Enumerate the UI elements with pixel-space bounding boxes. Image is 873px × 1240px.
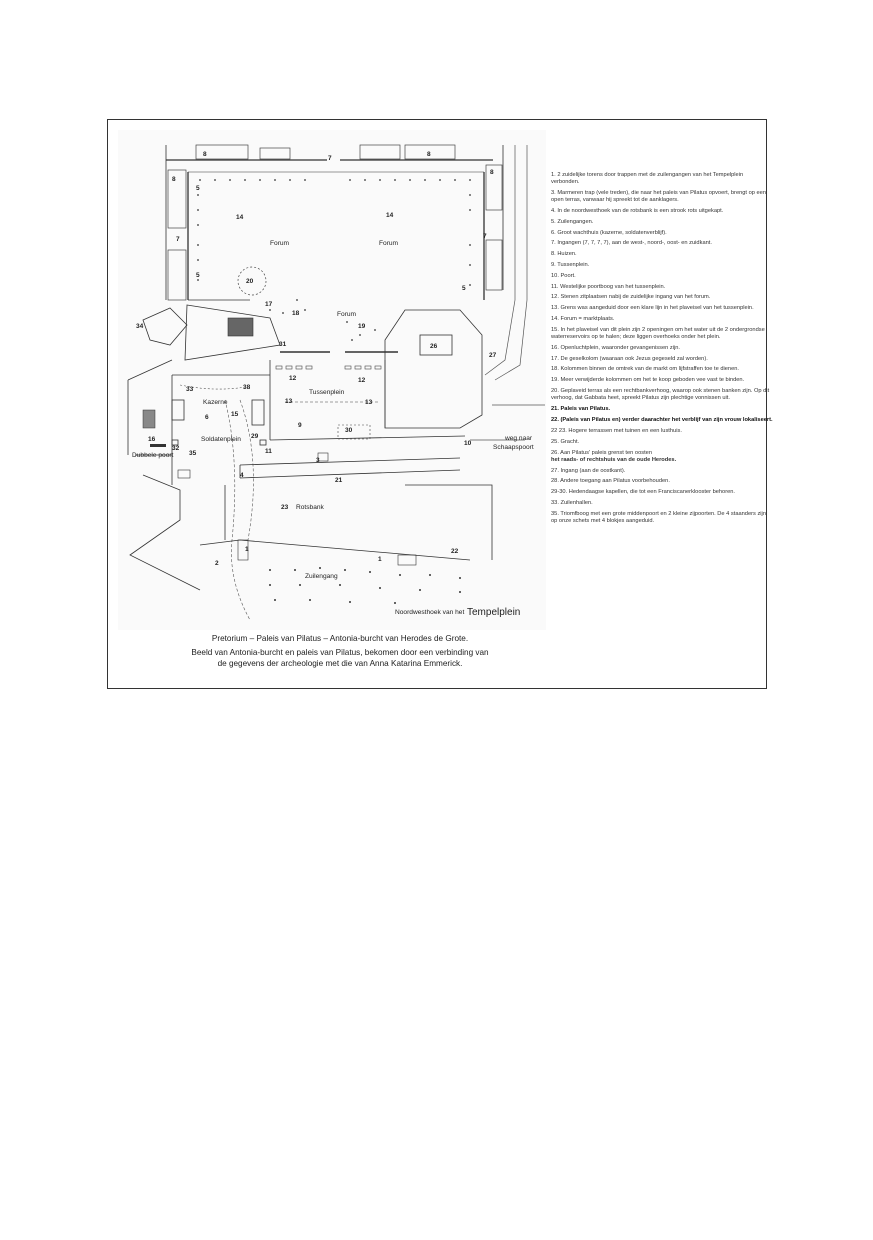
legend-item-28: 28. Andere toegang aan Pilatus voorbehouden. (551, 478, 670, 485)
caption-description (130, 648, 550, 669)
plan-label-8b: 8 (427, 151, 431, 158)
legend-item-12: 12. Stenen zitplaatsen nabij de zuidelijke ingang van het forum. (551, 294, 711, 301)
plan-label-20: 20 (246, 278, 254, 285)
plan-label-33: 33 (186, 386, 194, 393)
legend-item-29-30: 29-30. Hedendaagse kapellen, die tot een Franciscanerklooster behoren. (551, 489, 736, 496)
plan-label-23: 23 (281, 504, 289, 511)
plan-label-7c: 7 (483, 233, 487, 240)
plan-label-14b: 14 (386, 212, 394, 219)
legend-item-26 (551, 450, 773, 464)
label-forum-west: Forum (270, 240, 290, 247)
legend-item-5: 5. Zuilengangen. (551, 218, 594, 225)
label-rotsbank: Rotsbank (296, 504, 324, 511)
label-forum-east: Forum (379, 240, 399, 247)
legend-item-19: 19. Meer verwijderde kolommen om het te koop geboden vee vast te binden. (551, 377, 745, 384)
plan-label-8c: 8 (172, 176, 176, 183)
plan-label-1: 1 (245, 546, 249, 553)
legend-item-13: 13. Grens was aangeduid door een klare lijn in het plaveisel van het tussenplein. (551, 305, 754, 312)
plan-label-26: 26 (430, 343, 438, 350)
plan-label-17: 17 (265, 301, 273, 308)
dark-structure-west (143, 410, 155, 428)
plan-label-15: 15 (231, 411, 239, 418)
plan-label-32: 32 (172, 445, 180, 452)
plan-label-12b: 12 (358, 377, 366, 384)
label-zuilengang: Zuilengang (305, 573, 338, 580)
plan-label-9: 9 (298, 422, 302, 429)
plan-label-16: 16 (148, 436, 156, 443)
label-kazerne: Kazerne (203, 399, 228, 406)
legend-item-21: 21. Paleis van Pilatus. (551, 406, 611, 413)
legend-list (551, 172, 773, 529)
legend-item-9: 9. Tussenplein. (551, 261, 590, 268)
label-tempelplein: Tempelplein (467, 607, 521, 618)
plan-label-8d: 8 (490, 169, 494, 176)
legend-item-4: 4. In de noordwesthoek van de rotsbank is een strook rots uitgekapt. (551, 208, 724, 214)
plan-label-5c: 5 (462, 285, 466, 292)
legend-item-17: 17. De geselkolom (waaraan ook Jezus gegeseld zal worden). (551, 355, 708, 362)
legend-item-8: 8. Huizen. (551, 251, 577, 258)
legend-item-26-tail: het raads- of rechtshuis van de oude Herodes. (551, 456, 677, 463)
legend-item-18: 18. Kolommen binnen de omtrek van de markt om lijfstraffen toe te dienen. (551, 366, 740, 373)
legend-item-10: 10. Poort. (551, 272, 576, 279)
caption-line-1: Beeld van Antonia-burcht en paleis van Pilatus, bekomen door een verbinding van (191, 648, 489, 657)
legend-item-35: 35. Triomfboog met een grote middenpoort en 2 kleine zijpoorten. De 4 staanders zijn op onze schets met 4 blokjes aangeduid. (551, 510, 766, 524)
legend-item-15: 15. In het plaveisel van dit plein zijn 2 openingen om het water uit de 2 ondergrondse waterreservoirs op te halen; deze liggen overhoeks onder het plein. (551, 326, 765, 340)
plan-label-35: 35 (189, 450, 197, 457)
legend-item-27: 27. Ingang (aan de oostkant). (551, 467, 626, 474)
label-soldatenplein: Soldatenplein (201, 436, 241, 443)
legend-item-14: 14. Forum = marktplaats. (551, 315, 615, 322)
plan-label-34: 34 (136, 323, 144, 330)
plan-label-10: 10 (464, 440, 472, 447)
plan-label-27: 27 (489, 352, 497, 359)
plan-label-12a: 12 (289, 375, 297, 382)
plan-label-38: 38 (243, 384, 251, 391)
legend-item-1: 1. 2 zuidelijke torens door trappen met de zuilengangen van het Tempelplein verbonden. (551, 172, 744, 186)
label-dubbele-poort: Dubbele poort (132, 452, 174, 459)
label-nw-prefix: Noordwesthoek van het (395, 609, 465, 616)
plan-label-7b: 7 (176, 236, 180, 243)
legend-item-22: 22. (Paleis van Pilatus en) verder daarachter het verblijf van zijn vrouw lokaliseert. (551, 417, 773, 424)
legend-item-6: 6. Groot wachthuis (kazerne, soldatenverblijf). (551, 229, 667, 236)
legend-item-11: 11. Westelijke poortboog van het tussenplein. (551, 283, 666, 290)
legend-item-16: 16. Openluchtplein, waaronder gevangenissen zijn. (551, 344, 681, 351)
plan-label-11: 11 (265, 448, 272, 455)
plan-label-2: 2 (215, 560, 219, 567)
plan-label-31: 31 (279, 341, 287, 348)
legend-item-26-text: 26. Aan Pilatus' paleis grenst ten oosten (551, 449, 652, 456)
plan-label-13a: 13 (285, 398, 293, 405)
label-weg-naar: weg naar (505, 435, 533, 442)
label-tussenplein: Tussenplein (309, 389, 345, 396)
plan-label-22: 22 (451, 548, 459, 555)
double-gate-bar (150, 444, 166, 447)
plan-label-5a: 5 (196, 185, 200, 192)
plan-label-13b: 13 (365, 399, 373, 406)
plan-label-3: 3 (316, 457, 320, 464)
caption-line-2: de gegevens der archeologie met die van Anna Katarina Emmerick. (217, 658, 463, 668)
legend-item-3: 3. Marmeren trap (vele treden), die naar het paleis van Pilatus opvoert, brengt op een open terras, vanwaar hij spreekt tot de aanklagers. (551, 190, 766, 204)
caption-title: Pretorium – Paleis van Pilatus – Antonia-burcht van Herodes de Grote. (211, 634, 469, 643)
plan-label-5b: 5 (196, 272, 200, 279)
plan-label-29: 29 (251, 433, 259, 440)
label-schaapspoort: Schaapspoort (493, 444, 534, 451)
plan-label-6: 6 (205, 414, 209, 421)
legend-item-33: 33. Zuilenhallen. (551, 499, 593, 506)
plan-label-21: 21 (335, 477, 343, 484)
plan-label-19: 19 (358, 323, 366, 330)
plan-label-8a: 8 (203, 151, 207, 158)
legend-item-25: 25. Gracht. (551, 438, 580, 445)
legend-item-7: 7. Ingangen (7, 7, 7, 7), aan de west-, noord-, oost- en zuidkant. (551, 240, 712, 247)
legend-item-20: 20. Geplaveid terras als een rechtbankverhoog, waarop ook stenen banken zijn. Op dit verhoog, dat Gabbata heet, spreekt Pilatus zijn plechtige vonnissen uit. (551, 387, 770, 402)
plan-label-30: 30 (345, 427, 353, 434)
label-forum-south: Forum (337, 311, 357, 318)
dark-structure (228, 318, 253, 336)
plan-label-18: 18 (292, 310, 300, 317)
plan-label-14a: 14 (236, 214, 244, 221)
legend-item-23: 22 23. Hogere terrassen met tuinen en een lusthuis. (551, 427, 682, 434)
plan-label-1b: 1 (378, 556, 382, 563)
plan-label-4: 4 (240, 472, 244, 479)
plan-label-7a: 7 (328, 155, 332, 162)
